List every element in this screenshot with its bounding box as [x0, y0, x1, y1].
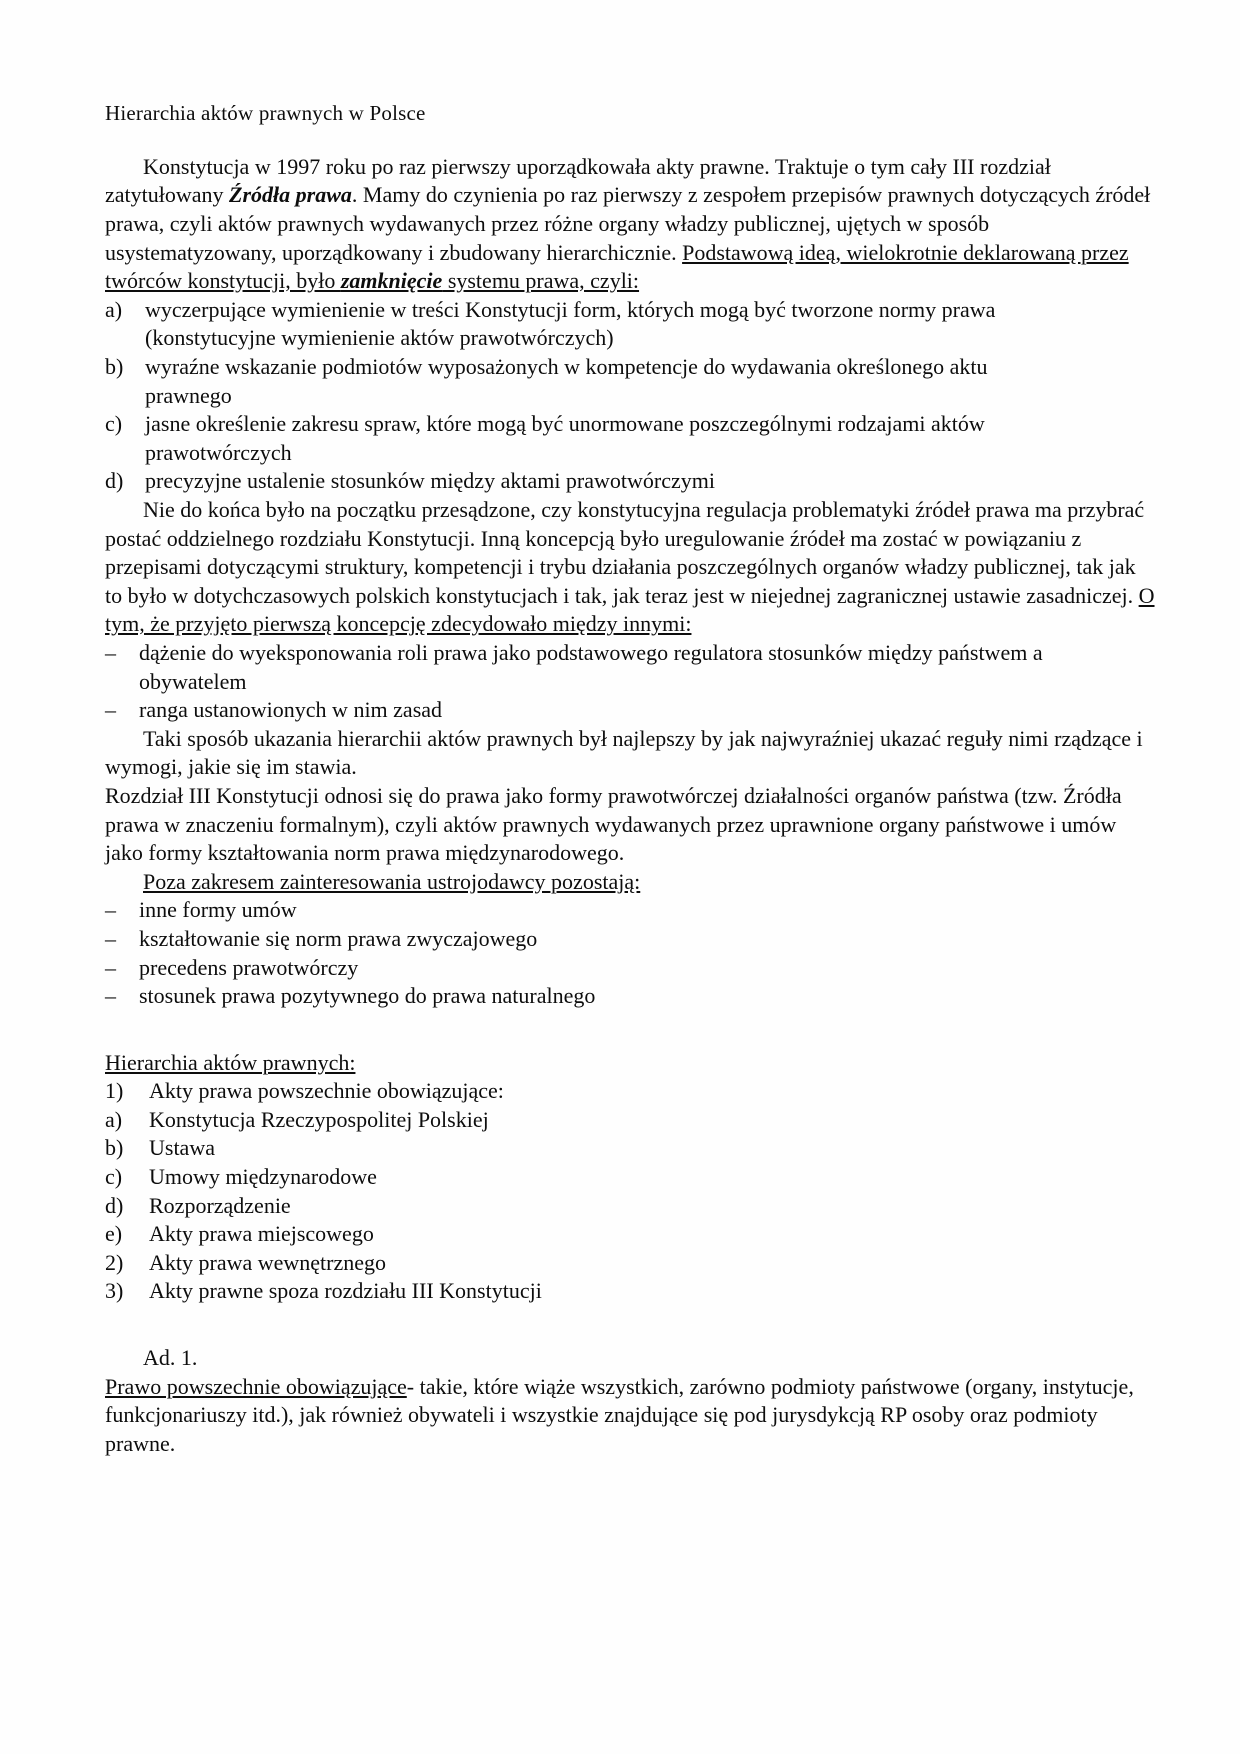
- list-item-text: stosunek prawa pozytywnego do prawa naturalnego: [139, 983, 596, 1009]
- list-item: [105, 954, 1155, 983]
- list-item-text: precedens prawotwórczy: [139, 954, 359, 980]
- hierarchy-heading-wrap: [105, 1049, 1155, 1078]
- hierarchy-sublist: [105, 1106, 1155, 1249]
- list-item-text: Akty prawa wewnętrznego: [149, 1249, 387, 1275]
- intro-emphasis-zamkniecie: zamknięcie: [340, 268, 443, 294]
- list-item-text: Ustawa: [149, 1135, 215, 1161]
- list-item: [105, 925, 1155, 954]
- list-item: [105, 1134, 1155, 1163]
- second-paragraph-text: Nie do końca było na początku przesądzone, czy konstytucyjna regulacja problematyki źródeł prawa ma przybrać postać oddzielnego rozdziału Konstytucji. Inną koncepcją było uregulowanie źródeł ma zostać w powiązaniu z przepisami dotyczącymi struktury, kompetencji i trybu działania poszczególnych organów władzy publicznej, tak jak to było w dotychczasowych polskich konstytucjach i tak, jak teraz jest w niejednej zagranicznej ustawie zasadniczej.: [105, 497, 1145, 608]
- spacer: [105, 1011, 1155, 1049]
- list-item-text: dążenie do wyeksponowania roli prawa jako podstawowego regulatora stosunków między państwem a obywatelem: [139, 639, 1043, 694]
- list-item: [105, 982, 1155, 1011]
- list-item: [105, 639, 1155, 696]
- list-item: [105, 296, 1155, 353]
- list-item-text: wyraźne wskazanie podmiotów wyposażonych w kompetencje do wydawania określonego aktu prawnego: [145, 354, 988, 408]
- list-item: [105, 353, 1155, 410]
- list-marker-dash: –: [105, 983, 116, 1009]
- list-item-text: inne formy umów: [139, 897, 297, 923]
- list-marker-dash: –: [105, 639, 116, 665]
- ad-label: Ad. 1.: [143, 1345, 198, 1371]
- hierarchy-list: [105, 1077, 1155, 1106]
- list-marker: d): [105, 468, 124, 494]
- list-item-text: wyczerpujące wymienienie w treści Konstytucji form, których mogą być tworzone normy prawa (konstytucyjne wymienienie aktów prawotwórczych): [145, 296, 996, 351]
- fourth-paragraph: Rozdział III Konstytucji odnosi się do prawa jako formy prawotwórczej działalności organów państwa (tzw. Źródła prawa w znaczeniu formalnym), czyli aktów prawnych wydawanych przez uprawnione organy państwowe i umów jako formy kształtowania norm prawa międzynarodowego.: [105, 782, 1122, 866]
- intro-italic-title: Źródła prawa: [229, 182, 352, 208]
- list-item: [105, 1192, 1155, 1221]
- list-item-text: precyzyjne ustalenie stosunków między aktami prawotwórczymi: [145, 468, 715, 494]
- closed-system-list: [105, 296, 1155, 496]
- out-of-scope-heading: Poza zakresem zainteresowania ustrojodawcy pozostają:: [143, 868, 641, 894]
- list-item-text: Akty prawa powszechnie obowiązujące:: [149, 1078, 504, 1104]
- spacer: [105, 1306, 1155, 1344]
- list-marker: 2): [105, 1249, 124, 1275]
- hierarchy-list-rest: [105, 1249, 1155, 1306]
- list-marker: 3): [105, 1278, 124, 1304]
- out-of-scope-list: [105, 896, 1155, 1010]
- list-item-text: Konstytucja Rzeczypospolitej Polskiej: [149, 1106, 489, 1132]
- second-paragraph-underlined: O tym, że przyjęto pierwszą koncepcję zdecydowało między innymi:: [105, 582, 1155, 637]
- list-marker-dash: –: [105, 897, 116, 923]
- list-item: [105, 896, 1155, 925]
- list-item: [105, 1163, 1155, 1192]
- intro-paragraph: [105, 153, 1155, 296]
- list-marker: e): [105, 1221, 123, 1247]
- list-item-text: jasne określenie zakresu spraw, które mogą być unormowane poszczególnymi rodzajami aktów prawotwórczych: [145, 411, 985, 465]
- ad-paragraph-rest: - takie, które wiąże wszystkich, zarówno podmioty państwowe (organy, instytucje, funkcjonariuszy itd.), jak również obywateli i wszystkie znajdujące się pod jurysdykcją RP osoby oraz podmioty prawne.: [105, 1373, 1134, 1456]
- list-marker-dash: –: [105, 697, 116, 723]
- hierarchy-heading: Hierarchia aktów prawnych:: [105, 1049, 356, 1075]
- list-marker: b): [105, 354, 124, 380]
- list-item-text: Akty prawa miejscowego: [149, 1221, 374, 1247]
- list-item: [105, 1220, 1155, 1249]
- list-item: [105, 1106, 1155, 1135]
- second-paragraph: [105, 496, 1155, 639]
- reasons-list: [105, 639, 1155, 725]
- list-marker-dash: –: [105, 954, 116, 980]
- list-marker-dash: –: [105, 925, 116, 951]
- intro-text-part2: . Mamy do czynienia po raz pierwszy z zespołem przepisów prawnych dotyczących źródeł prawa, czyli aktów prawnych wydawanych przez różne organy władzy publicznej, ujętych w sposób usystematyzowany, uporządkowany i zbudowany hierarchicznie.: [105, 182, 1151, 265]
- list-item: [105, 1077, 1155, 1106]
- list-item-text: Rozporządzenie: [149, 1192, 291, 1218]
- list-item: [105, 1277, 1155, 1306]
- intro-text-part1: Konstytucja w 1997 roku po raz pierwszy uporządkowała akty prawne. Traktuje o tym cały III rozdział zatytułowany: [105, 153, 1051, 208]
- list-item: [105, 696, 1155, 725]
- list-item-text: Umowy międzynarodowe: [149, 1164, 377, 1190]
- list-item: [105, 1249, 1155, 1278]
- page-title: Hierarchia aktów prawnych w Polsce: [105, 101, 426, 125]
- list-marker: c): [105, 1164, 123, 1190]
- list-marker: b): [105, 1135, 124, 1161]
- list-marker: d): [105, 1192, 124, 1218]
- ad-paragraph: [105, 1373, 1155, 1459]
- list-marker: a): [105, 1106, 123, 1132]
- ad-underlined-term: Prawo powszechnie obowiązujące: [105, 1373, 407, 1399]
- list-item: [105, 467, 1155, 496]
- list-item: [105, 410, 1155, 467]
- intro-underlined-tail: systemu prawa, czyli:: [442, 268, 640, 294]
- list-item-text: kształtowanie się norm prawa zwyczajowego: [139, 925, 538, 951]
- list-item-text: Akty prawne spoza rozdziału III Konstytucji: [149, 1278, 542, 1304]
- list-item-text: ranga ustanowionych w nim zasad: [139, 697, 443, 723]
- out-of-scope-heading-wrap: [105, 868, 1155, 897]
- third-paragraph: Taki sposób ukazania hierarchii aktów prawnych był najlepszy by jak najwyraźniej ukazać reguły nimi rządzące i wymogi, jakie się im stawia.: [105, 725, 1143, 780]
- list-marker: 1): [105, 1078, 124, 1104]
- intro-underlined-lead: Podstawową ideą, wielokrotnie deklarowaną przez twórców konstytucji, było: [105, 239, 1129, 294]
- list-marker: c): [105, 411, 123, 437]
- list-marker: a): [105, 296, 123, 322]
